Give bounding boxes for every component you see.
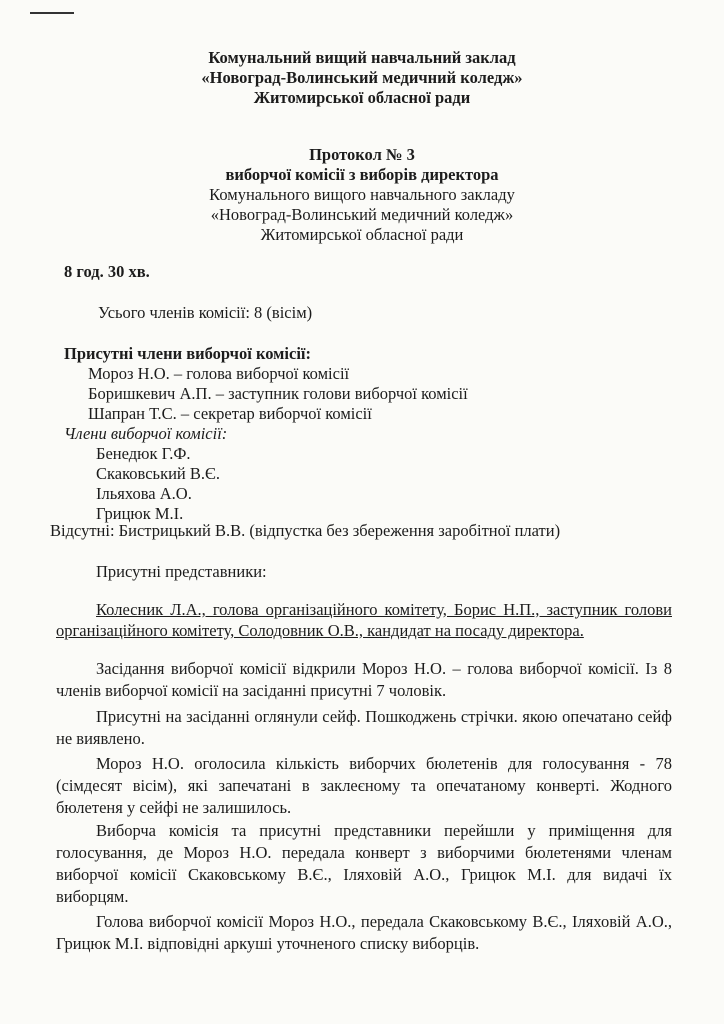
protocol-line-3: Комунального вищого навчального закладу bbox=[209, 185, 515, 204]
meeting-time: 8 год. 30 хв. bbox=[64, 262, 150, 281]
paragraph-ballots bbox=[56, 753, 672, 819]
paragraph-text: Виборча комісія та присутні представники перейшли у приміщення для голосування, де Мороз Н.О. передала конверт з виборчими бюлетенями членам виборчої комісії Скаковському В.Є., Іляховій А.О., Грицюк М.І. для видачі їх виборцям. bbox=[56, 821, 672, 906]
protocol-line-5: Житомирської обласної ради bbox=[260, 225, 464, 244]
representatives-list bbox=[56, 599, 672, 641]
paragraph-text: Засідання виборчої комісії відкрили Мороз Н.О. – голова виборчої комісії. Із 8 членів виборчої комісії на засіданні присутні 7 чоловік. bbox=[56, 659, 672, 700]
member-item: Скаковський В.Є. bbox=[96, 464, 221, 483]
officer-chair: Мороз Н.О. – голова виборчої комісії bbox=[88, 364, 350, 383]
paragraph-text: Присутні на засіданні оглянули сейф. Пошкоджень стрічки. якою опечатано сейф не виявлено. bbox=[56, 707, 672, 748]
total-members: Усього членів комісії: 8 (вісім) bbox=[98, 303, 313, 322]
protocol-header bbox=[0, 145, 724, 245]
member-item: Ільяхова А.О. bbox=[96, 484, 192, 503]
officer-secretary: Шапран Т.С. – секретар виборчої комісії bbox=[88, 404, 372, 423]
present-members-heading: Присутні члени виборчої комісії: bbox=[64, 344, 311, 363]
officer-deputy: Боришкевич А.П. – заступник голови виборчої комісії bbox=[88, 384, 468, 403]
protocol-title: Протокол № 3 bbox=[309, 145, 415, 164]
members-heading: Члени виборчої комісії: bbox=[64, 424, 228, 443]
paragraph-lists bbox=[56, 911, 672, 955]
protocol-subtitle: виборчої комісії з виборів директора bbox=[225, 165, 499, 184]
paragraph-text: Голова виборчої комісії Мороз Н.О., передала Скаковському В.Є., Іляховій А.О., Грицюк М.І. відповідні аркуші уточненого списку виборців. bbox=[56, 912, 672, 953]
corner-mark bbox=[30, 12, 74, 14]
header-line-2: «Новоград-Волинський медичний коледж» bbox=[201, 68, 523, 87]
paragraph-safe bbox=[56, 706, 672, 750]
institution-header bbox=[0, 48, 724, 108]
paragraph-transfer bbox=[56, 820, 672, 908]
paragraph-text: Мороз Н.О. оголосила кількість виборчих бюлетенів для голосування - 78 (сімдесят вісім), які запечатані в заклеєному та опечатаному конверті. Жодного бюлетеня у сейфі не залишилось. bbox=[56, 754, 672, 817]
member-item: Грицюк М.І. bbox=[96, 504, 184, 523]
member-item: Бенедюк Г.Ф. bbox=[96, 444, 191, 463]
paragraph-opening bbox=[56, 658, 672, 702]
header-line-1: Комунальний вищий навчальний заклад bbox=[208, 48, 516, 67]
absent-members: Відсутні: Бистрицький В.В. (відпустка без збереження заробітної плати) bbox=[50, 521, 561, 540]
representatives-heading: Присутні представники: bbox=[96, 562, 267, 581]
header-line-3: Житомирської обласної ради bbox=[253, 88, 471, 107]
representatives-text: Колесник Л.А., голова організаційного комітету, Борис Н.П., заступник голови організаційного комітету, Солодовник О.В., кандидат на посаду директора. bbox=[56, 600, 672, 640]
protocol-line-4: «Новоград-Волинський медичний коледж» bbox=[210, 205, 514, 224]
